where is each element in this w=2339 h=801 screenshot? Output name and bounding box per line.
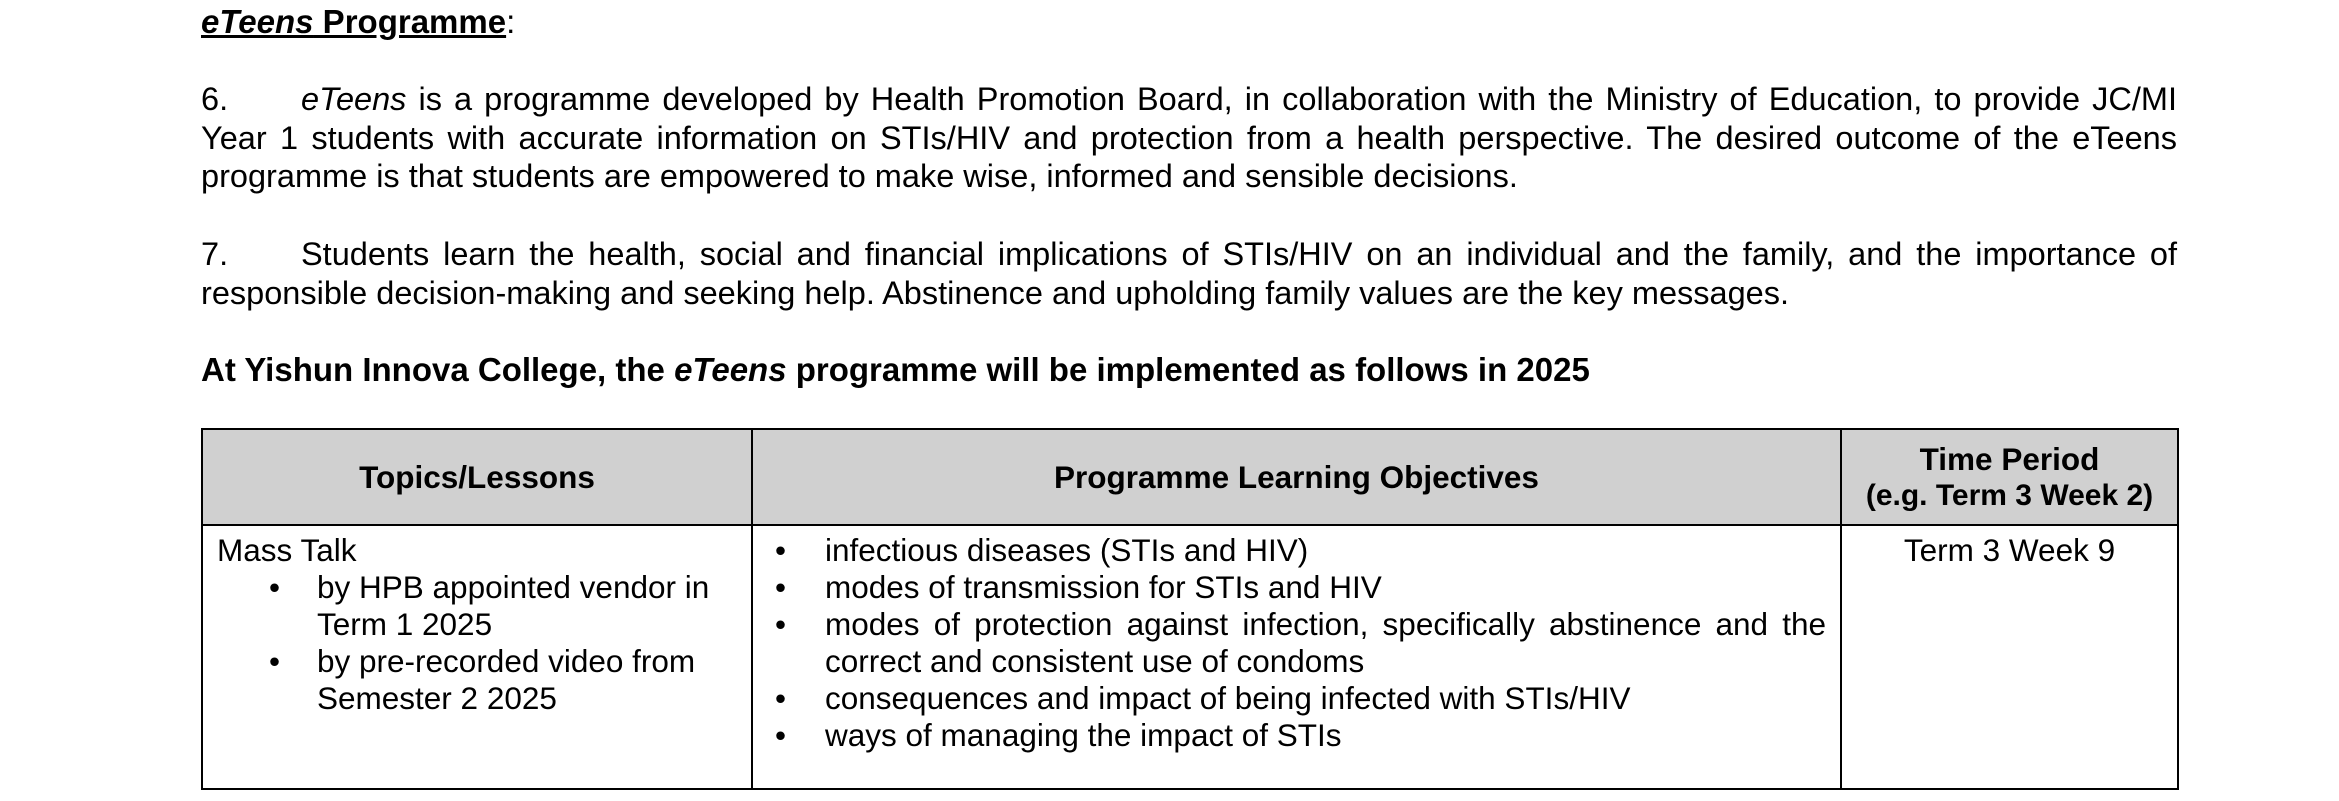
header-time-period-label: Time Period <box>1919 440 2100 477</box>
section-heading-suffix: : <box>506 3 516 40</box>
implementation-heading-before: At Yishun Innova College, the <box>201 351 675 388</box>
bullet-icon: • <box>269 643 281 679</box>
implementation-heading-italic: eTeens <box>674 351 787 388</box>
list-item <box>775 532 1826 569</box>
bullet-icon: • <box>775 717 787 753</box>
cell-objectives <box>752 525 1841 789</box>
list-item-text: by HPB appointed vendor in Term 1 2025 <box>317 569 710 642</box>
list-item <box>775 717 1826 754</box>
table-header-row <box>202 429 2178 525</box>
list-item-text: infectious diseases (STIs and HIV) <box>825 532 1309 568</box>
list-item-text: consequences and impact of being infected with STIs/HIV <box>825 680 1631 716</box>
programme-table <box>201 428 2179 790</box>
paragraph-7 <box>201 235 2177 312</box>
objectives-list <box>767 532 1826 754</box>
paragraph-text: Students learn the health, social and financial implications of STIs/HIV on an individual and the family, and the importance of responsible decision-making and seeking help. Abstinence and upholding family values are the key messages. <box>201 236 2177 311</box>
header-time-period <box>1841 429 2178 525</box>
topic-list <box>217 569 737 717</box>
implementation-heading-after: programme will be implemented as follows in 2025 <box>786 351 1590 388</box>
topic-title: Mass Talk <box>217 532 357 568</box>
list-item-text: modes of transmission for STIs and HIV <box>825 569 1382 605</box>
header-time-period-example: (e.g. Term 3 Week 2) <box>1865 478 2154 512</box>
paragraph-text: is a programme developed by Health Promotion Board, in collaboration with the Ministry of Education, to provide JC/MI Year 1 students with accurate information on STIs/HIV and protection from a health perspective. The desired outcome of the eTeens programme is that students are empowered to make wise, informed and sensible decisions. <box>201 81 2177 194</box>
bullet-icon: • <box>775 680 787 716</box>
implementation-heading <box>201 350 1590 390</box>
bullet-icon: • <box>775 532 787 568</box>
cell-time-period: Term 3 Week 9 <box>1841 525 2178 789</box>
header-objectives: Programme Learning Objectives <box>752 429 1841 525</box>
paragraph-number: 6. <box>201 81 229 117</box>
bullet-icon: • <box>269 569 281 605</box>
cell-topic <box>202 525 752 789</box>
bullet-icon: • <box>775 606 787 642</box>
section-heading-rest: Programme <box>313 3 507 40</box>
list-item <box>775 680 1826 717</box>
bullet-icon: • <box>775 569 787 605</box>
list-item <box>269 643 737 717</box>
list-item <box>775 569 1826 606</box>
list-item <box>269 569 737 643</box>
paragraph-lead-italic: eTeens <box>301 81 407 117</box>
table-row <box>202 525 2178 789</box>
paragraph-number: 7. <box>201 236 229 272</box>
list-item-text: ways of managing the impact of STIs <box>825 717 1342 753</box>
list-item-text: modes of protection against infection, specifically abstinence and the correct and consistent use of condoms <box>825 606 1826 679</box>
section-heading-italic: eTeens <box>201 3 314 40</box>
section-heading <box>201 2 515 42</box>
header-topics: Topics/Lessons <box>202 429 752 525</box>
paragraph-6 <box>201 80 2177 196</box>
list-item <box>775 606 1826 680</box>
section-heading-title <box>201 3 506 40</box>
list-item-text: by pre-recorded video from Semester 2 2025 <box>317 643 696 716</box>
